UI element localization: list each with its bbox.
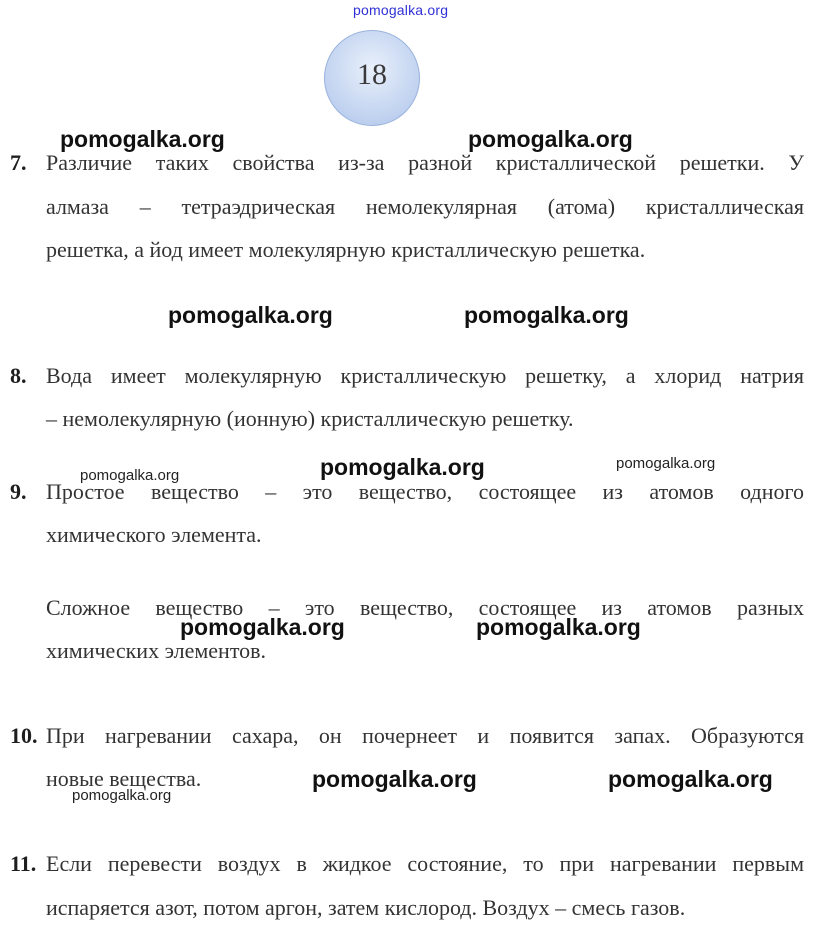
watermark: pomogalka.org: [180, 614, 345, 640]
answer-line: Простое вещество – это вещество, состоящее из атомов одного: [46, 479, 804, 504]
answer-number: 9.: [10, 479, 27, 504]
answer-line: алмаза – тетраэдрическая немолекулярная (атома) кристаллическая: [46, 194, 804, 219]
watermark: pomogalka.org: [312, 766, 477, 792]
answer-number: 8.: [10, 363, 27, 388]
answer-line: Вода имеет молекулярную кристаллическую решетку, а хлорид натрия: [46, 363, 804, 388]
answer-line: – немолекулярную (ионную) кристаллическую решетку.: [46, 406, 574, 431]
answer-line: решетка, а йод имеет молекулярную кристаллическую решетка.: [46, 237, 646, 262]
answer-number: 10.: [10, 723, 38, 748]
answer-line: Если перевести воздух в жидкое состояние, то при нагревании первым: [46, 851, 804, 876]
answer-line: Сложное вещество – это вещество, состоящее из атомов разных: [46, 595, 804, 620]
watermark: pomogalka.org: [168, 302, 333, 328]
watermark: pomogalka.org: [616, 455, 716, 472]
watermark: pomogalka.org: [464, 302, 629, 328]
watermark: pomogalka.org: [608, 766, 773, 792]
watermark: pomogalka.org: [72, 787, 172, 804]
answer-line: испаряется азот, потом аргон, затем кислород. Воздух – смесь газов.: [46, 895, 686, 920]
answer-line: При нагревании сахара, он почернеет и появится запах. Образуются: [46, 723, 804, 748]
watermark: pomogalka.org: [60, 126, 225, 152]
page-number: 18: [357, 58, 387, 91]
answer-line: химических элементов.: [46, 638, 267, 663]
answer-number: 11.: [10, 851, 37, 876]
answer-line: химического элемента.: [46, 522, 262, 547]
site-watermark-top: pomogalka.org: [353, 2, 449, 18]
watermark: pomogalka.org: [80, 467, 180, 484]
answer-line: Различие таких свойства из-за разной кристаллической решетки. У: [46, 150, 804, 175]
answer-number: 7.: [10, 150, 27, 175]
watermark: pomogalka.org: [468, 126, 633, 152]
answer-line: новые вещества.: [46, 766, 202, 791]
watermark: pomogalka.org: [476, 614, 641, 640]
watermark: pomogalka.org: [320, 454, 485, 480]
